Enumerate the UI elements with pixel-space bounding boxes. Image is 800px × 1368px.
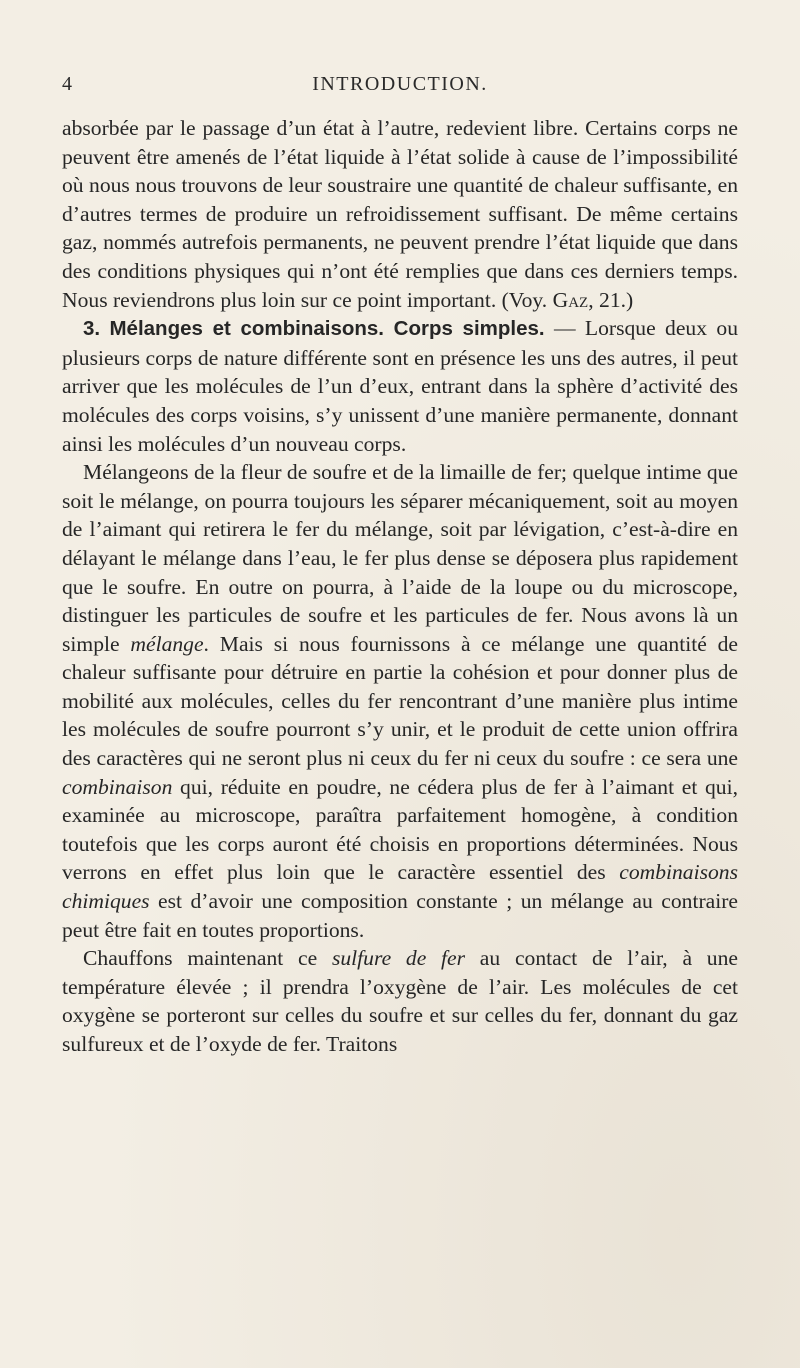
section-paragraph: [62, 314, 738, 458]
emphasis: combinaison: [62, 774, 173, 799]
paragraph-text: — Lorsque deux ou plusieurs corps de nature différente sont en présence les uns des autres, il peut arriver que les molécules de l’un d’eux, entrant dans la sphère d’activité des molécules des corps voisins, s’y unissent d’une manière permanente, donnant ainsi les molécules d’un nouveau corps.: [62, 316, 738, 456]
emphasis: combinaisons chimiques: [62, 860, 738, 914]
paragraph: [62, 458, 738, 944]
emphasis: sulfure de fer: [331, 946, 466, 971]
running-head: INTRODUCTION.: [312, 73, 488, 95]
paragraph-text: absorbée par le passage d’un état à l’autre, redevient libre. Certains corps ne peuvent être amenés de l’état liquide à l’état solide à cause de l’impossibilité où nous nous trouvons de leur soustraire une quantité de chaleur suffisante, en d’autres termes de produire un refroidissement suffisant. De même certains gaz, nommés autrefois permanents, ne peuvent prendre l’état liquide que dans des conditions physiques qui n’ont été remplies que dans ces derniers temps. Nous reviendrons plus loin sur ce point important. (Voy.: [62, 116, 738, 312]
paragraph-text: Mélangeons de la fleur de soufre et de la limaille de fer; quelque intime que soit le mélange, on pourra toujours les séparer mécaniquement, soit au moyen de l’aimant qui retirera le fer du mélange, soit par lévigation, c’est-à-dire en délayant le mélange dans l’eau, le fer plus dense se déposera plus rapidement que le soufre. En outre on pourra, à l’aide de la loupe ou du microscope, distinguer les particules de soufre et les particules de fer. Nous avons là un simple: [62, 460, 738, 656]
page-number: 4: [62, 73, 72, 95]
section-number: 3.: [83, 317, 101, 341]
paragraph-text: au contact de l’air, à une température élevée ; il prendra l’oxygène de l’air. Les molécules de cet oxygène se porteront sur celles du soufre et sur celles du fer, donnant du gaz sulfureux et de l’oxyde de fer. Traitons: [62, 946, 738, 1056]
paragraph-text: qui, réduite en poudre, ne cédera plus de fer à l’aimant et qui, examinée au microscope, paraîtra parfaitement homogène, à condition toutefois que les corps auront été choisis en proportions déterminées. Nous verrons en effet plus loin que le caractère essentiel des: [62, 774, 738, 885]
paragraph-text: . Mais si nous fournissons à ce mélange une quantité de chaleur suffisante pour détruire en partie la cohésion et pour donner plus de mobilité aux molécules, celles du fer rencontrant d’une manière plus intime les molécules de soufre pourront s’y unir, et le produit de cette union offrira des caractères qui ne seront plus ni ceux du fer ni ceux du soufre : ce sera une: [62, 631, 738, 771]
cross-reference: Gaz: [552, 287, 589, 312]
paragraph-text: est d’avoir une composition constante ; un mélange au contraire peut être fait en toutes proportions.: [62, 889, 738, 942]
paragraph-text: Chauffons maintenant ce: [83, 946, 332, 971]
paragraph-continuation: [62, 114, 738, 314]
paragraph: [62, 944, 738, 1058]
emphasis: mélange: [130, 631, 204, 656]
body-text: [62, 114, 738, 1059]
paragraph-text: , 21.): [588, 287, 634, 312]
page-header: [62, 73, 738, 103]
section-title: Mélanges et combinaisons. Corps simples.: [109, 317, 545, 341]
